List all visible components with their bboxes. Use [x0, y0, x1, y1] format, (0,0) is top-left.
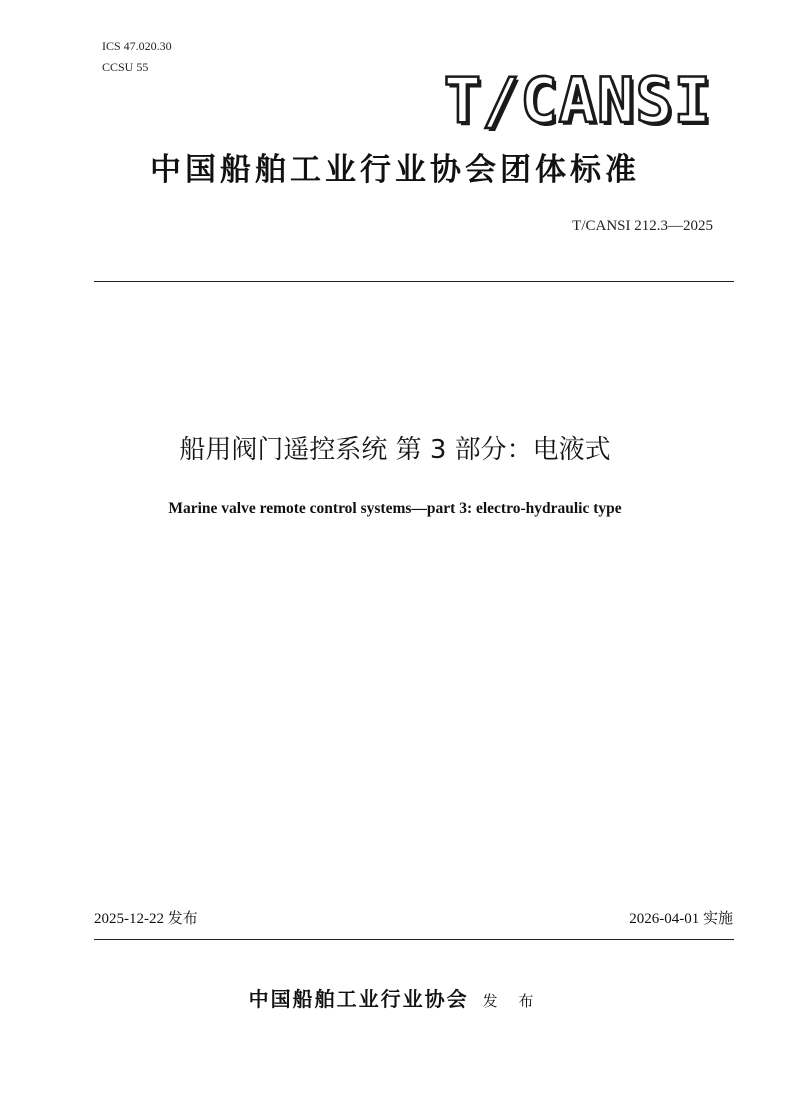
- top-divider: [94, 281, 734, 282]
- publication-date: 2025-12-22 发布: [94, 911, 198, 927]
- standard-number: T/CANSI 212.3—2025: [572, 218, 713, 234]
- ccs-code: CCSU 55: [102, 60, 149, 74]
- bottom-divider: [94, 939, 734, 940]
- document-title-chinese: 船用阀门遥控系统 第 3 部分：电液式: [179, 435, 611, 465]
- tcansi-logo: T/CANSI: [443, 64, 712, 137]
- ics-code: ICS 47.020.30: [102, 39, 172, 53]
- organization-title: 中国船舶工业行业协会团体标准: [150, 152, 640, 188]
- publisher-name: 中国船舶工业行业协会: [248, 987, 469, 1011]
- publisher-suffix: 发 布: [482, 992, 542, 1010]
- implementation-date: 2026-04-01 实施: [629, 911, 733, 927]
- document-title-english: Marine valve remote control systems—part 3: electro-hydraulic type: [168, 500, 622, 517]
- publisher-line: [0, 984, 790, 1016]
